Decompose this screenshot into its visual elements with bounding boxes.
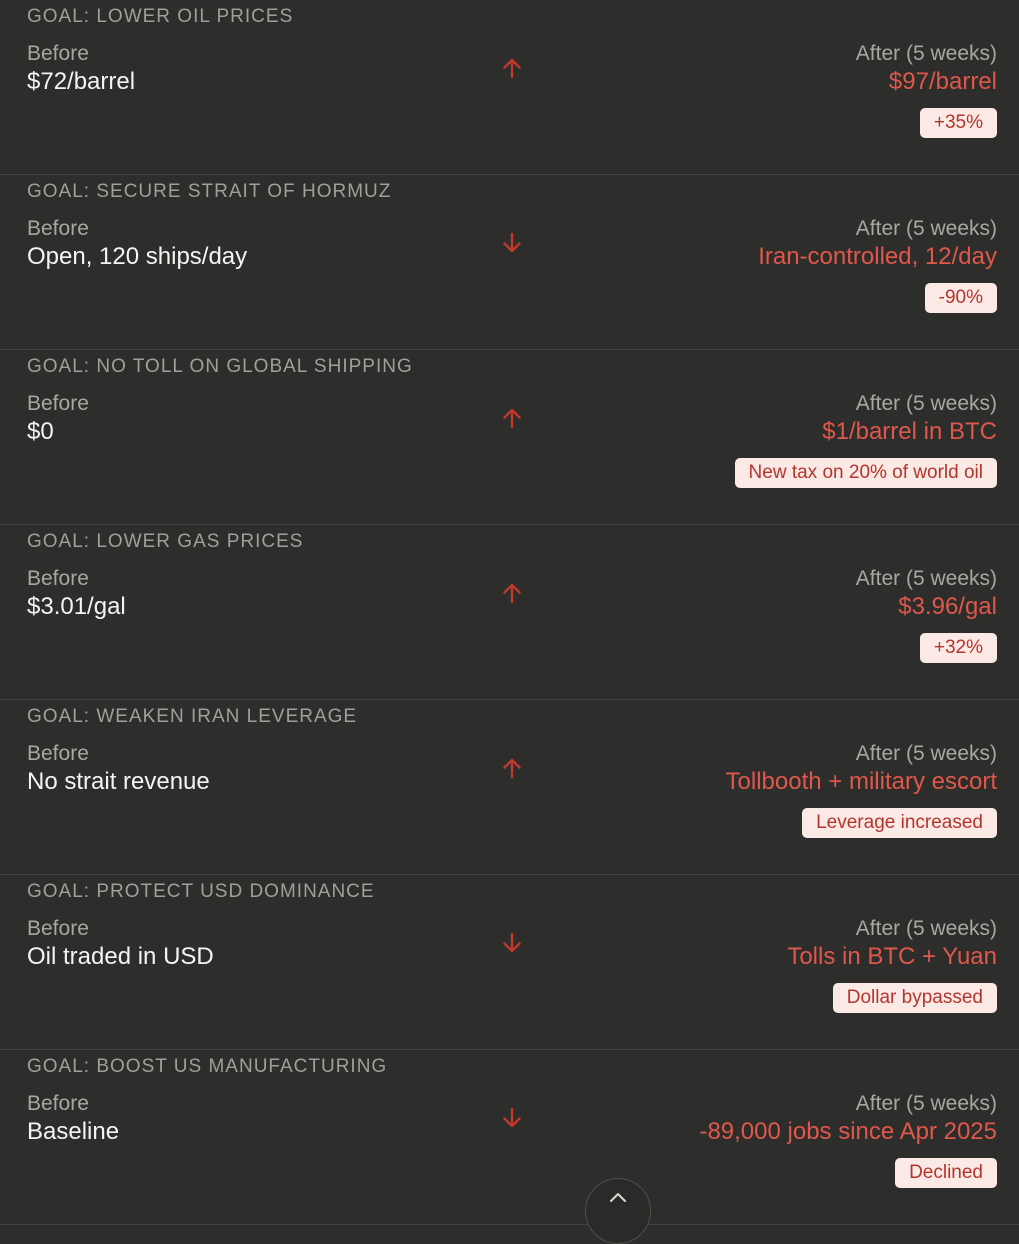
goal-row-us-manufacturing [0,1050,1019,1225]
goal-row-oil-prices [0,0,1019,175]
goal-row-shipping-toll [0,350,1019,525]
change-badge: New tax on 20% of world oil [735,458,997,488]
before-label: Before [27,1092,89,1115]
before-value: Baseline [27,1118,120,1145]
goal-title: GOAL: NO TOLL ON GLOBAL SHIPPING [27,356,413,377]
change-badge: +35% [920,108,997,138]
change-badge: -90% [925,283,997,313]
after-label: After (5 weeks) [855,1092,997,1115]
before-label: Before [27,42,89,65]
down-arrow-icon [500,231,524,255]
up-arrow-icon [500,756,524,780]
goal-row-gas-prices [0,525,1019,700]
before-value: No strait revenue [27,768,210,795]
after-value: $97/barrel [888,68,997,95]
goal-row-usd-dominance [0,875,1019,1050]
scroll-up-button[interactable] [585,1178,651,1244]
chevron-up-icon [608,1191,628,1203]
goal-title: GOAL: LOWER GAS PRICES [27,531,304,552]
before-value: Open, 120 ships/day [27,243,248,270]
before-label: Before [27,392,89,415]
after-value: Tollbooth + military escort [725,768,997,795]
goal-row-strait-of-hormuz [0,175,1019,350]
after-label: After (5 weeks) [855,42,997,65]
before-value: $3.01/gal [27,593,126,620]
down-arrow-icon [500,1106,524,1130]
before-label: Before [27,217,89,240]
after-label: After (5 weeks) [855,742,997,765]
before-label: Before [27,567,89,590]
up-arrow-icon [500,56,524,80]
up-arrow-icon [500,406,524,430]
before-value: $0 [27,418,54,445]
after-label: After (5 weeks) [855,567,997,590]
change-badge: Dollar bypassed [833,983,997,1013]
up-arrow-icon [500,581,524,605]
goal-title: GOAL: SECURE STRAIT OF HORMUZ [27,181,392,202]
before-value: Oil traded in USD [27,943,214,970]
change-badge: Leverage increased [802,808,997,838]
goal-title: GOAL: WEAKEN IRAN LEVERAGE [27,706,358,727]
change-badge: +32% [920,633,997,663]
before-label: Before [27,917,89,940]
goal-title: GOAL: LOWER OIL PRICES [27,6,294,27]
before-label: Before [27,742,89,765]
after-value: $1/barrel in BTC [822,418,997,445]
after-label: After (5 weeks) [855,217,997,240]
after-value: Iran-controlled, 12/day [758,243,997,270]
after-label: After (5 weeks) [855,917,997,940]
before-value: $72/barrel [27,68,136,95]
after-value: -89,000 jobs since Apr 2025 [699,1118,997,1145]
after-value: $3.96/gal [898,593,997,620]
goal-title: GOAL: PROTECT USD DOMINANCE [27,881,375,902]
down-arrow-icon [500,931,524,955]
change-badge: Declined [895,1158,997,1188]
after-label: After (5 weeks) [855,392,997,415]
after-value: Tolls in BTC + Yuan [787,943,997,970]
goal-row-iran-leverage [0,700,1019,875]
goal-title: GOAL: BOOST US MANUFACTURING [27,1056,388,1077]
